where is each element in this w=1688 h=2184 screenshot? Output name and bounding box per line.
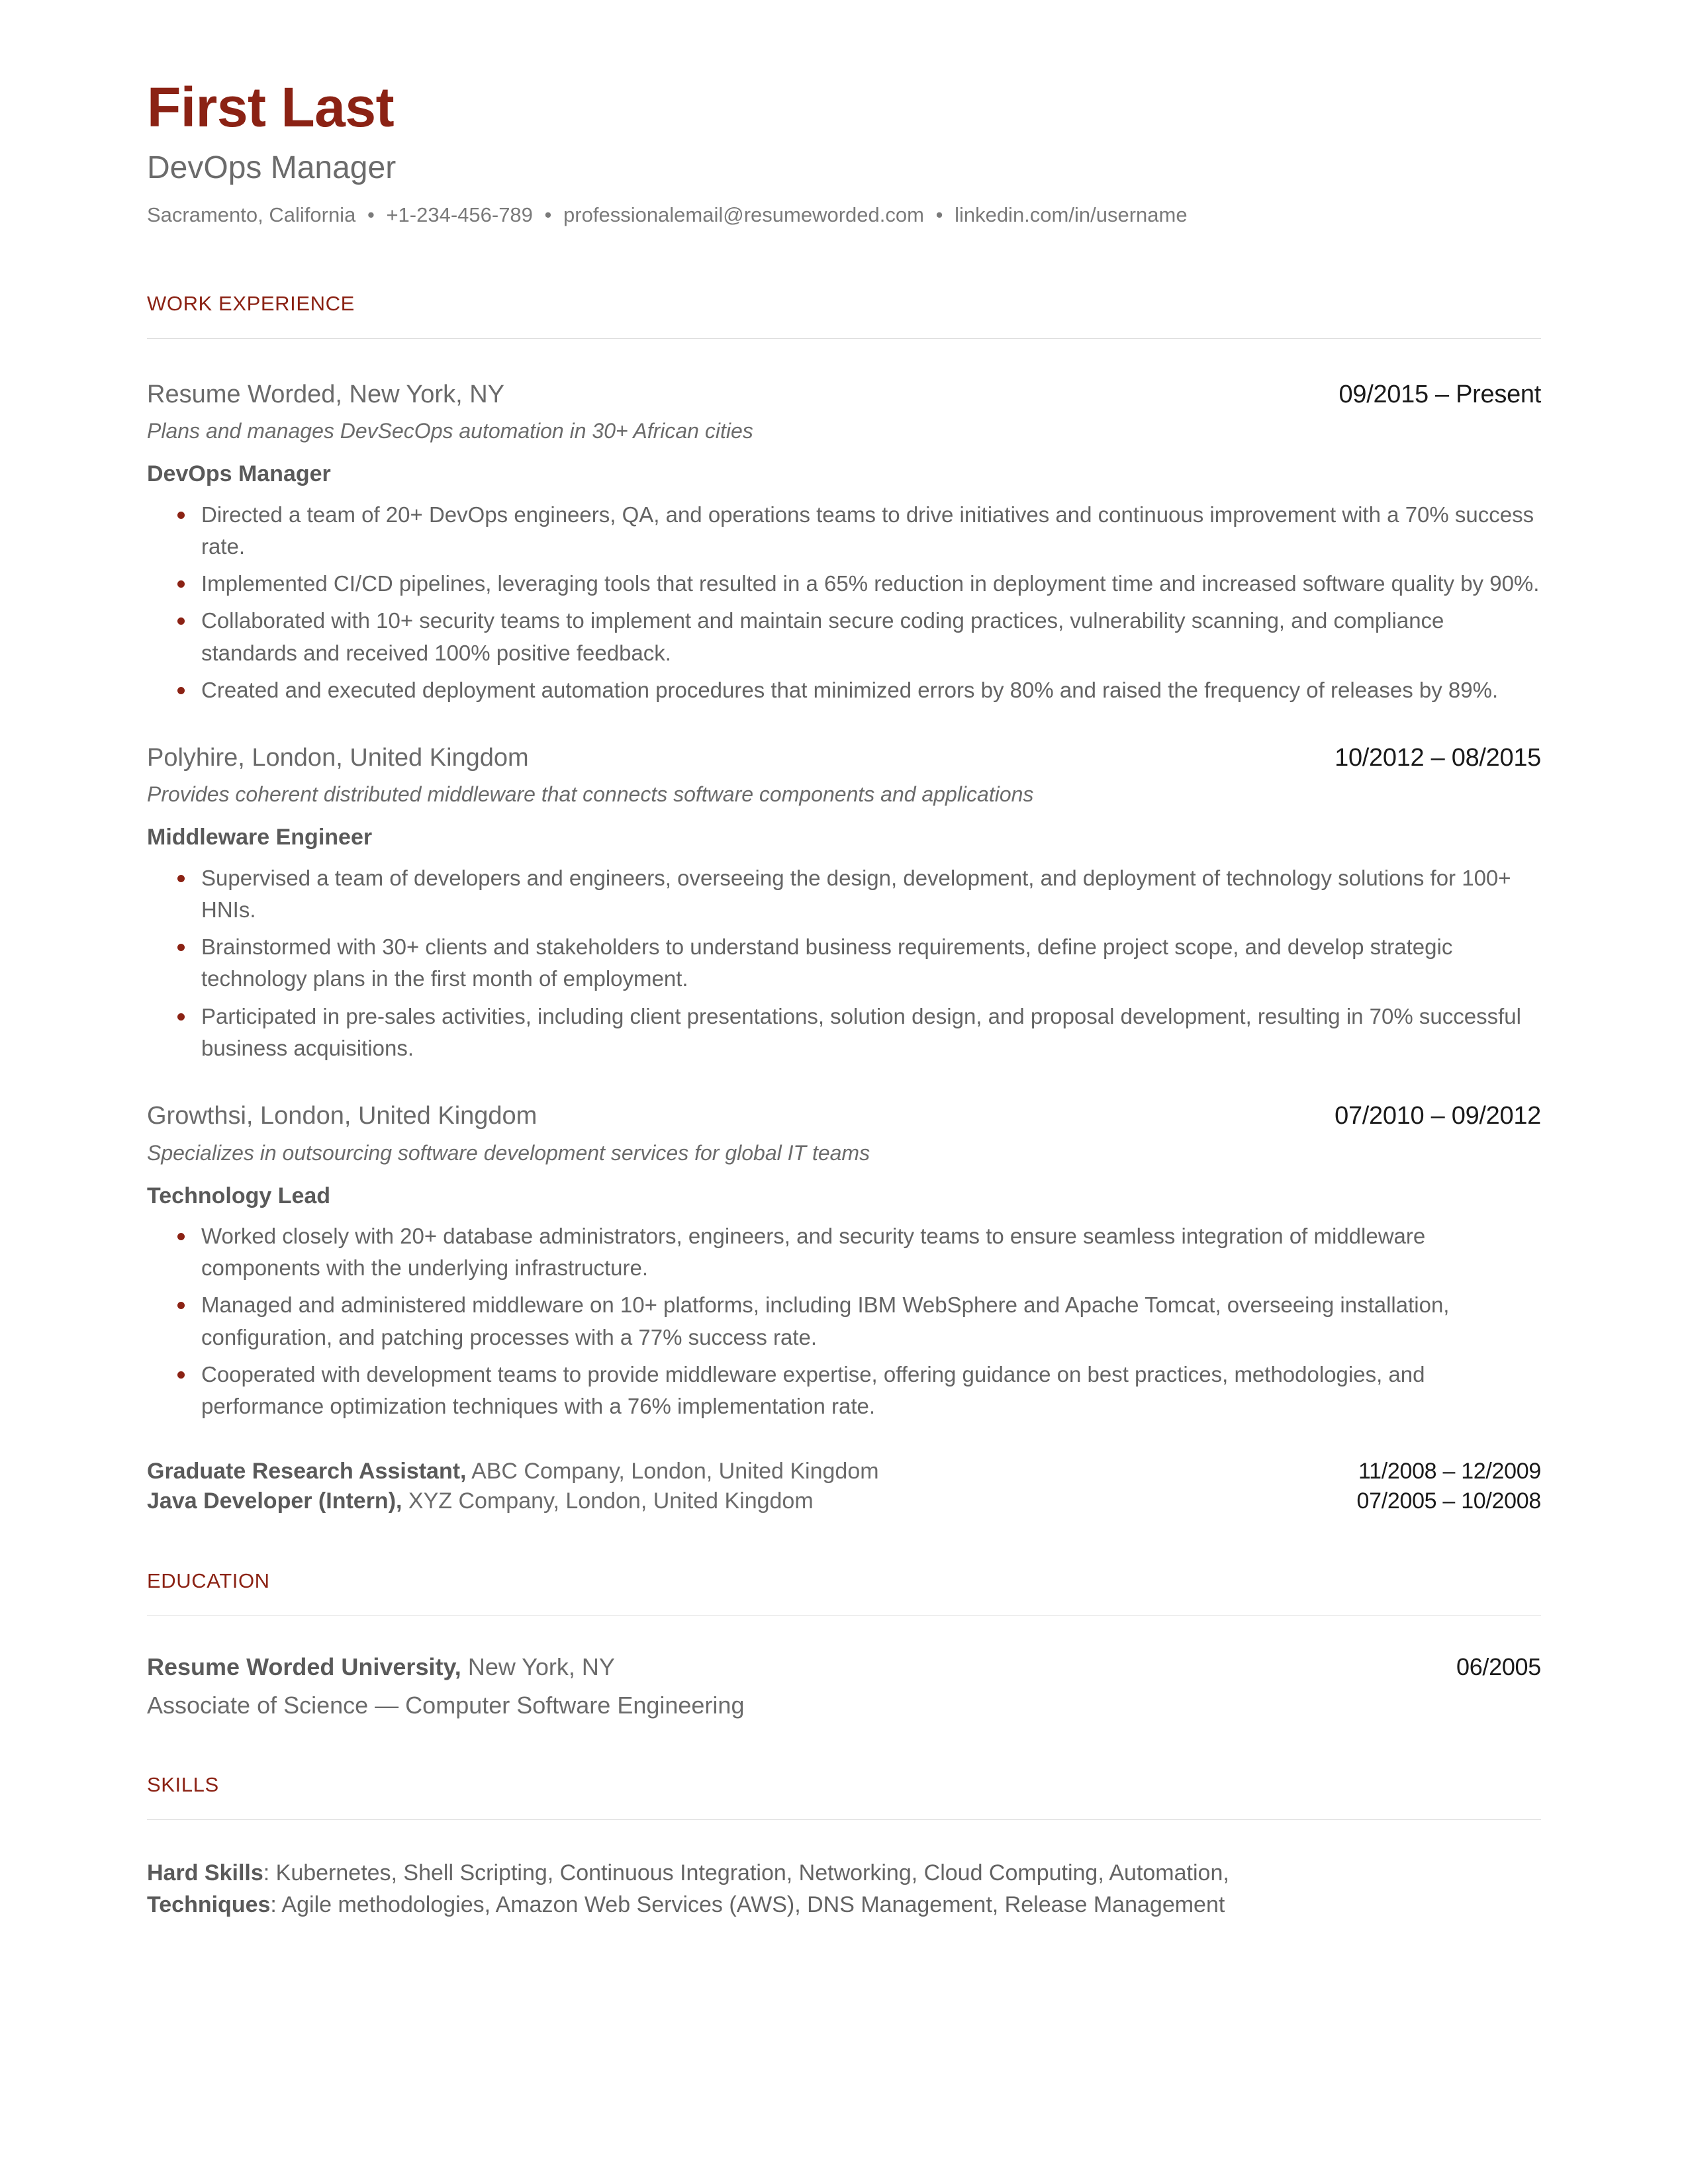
job-company: Resume Worded, New York, NY bbox=[147, 380, 504, 408]
compact-role-dates: 07/2005 – 10/2008 bbox=[1356, 1488, 1541, 1514]
contact-email[interactable]: professionalemail@resumeworded.com bbox=[563, 203, 924, 226]
work-experience-list bbox=[147, 380, 1541, 1516]
education-school bbox=[147, 1653, 615, 1681]
candidate-name: First Last bbox=[147, 76, 395, 138]
section-header-skills: SKILLS bbox=[147, 1772, 219, 1796]
job-company: Growthsi, London, United Kingdom bbox=[147, 1102, 538, 1130]
compact-role-title: Java Developer (Intern), bbox=[147, 1488, 402, 1514]
job-role-title: DevOps Manager bbox=[147, 461, 331, 487]
section-divider bbox=[147, 1615, 1541, 1616]
education-date: 06/2005 bbox=[1456, 1653, 1541, 1680]
skill-row bbox=[147, 1857, 1541, 1889]
compact-roles-list bbox=[147, 1457, 1541, 1516]
compact-role-dates: 11/2008 – 12/2009 bbox=[1358, 1459, 1541, 1484]
education-degree: Associate of Science — Computer Software Engineering bbox=[147, 1691, 745, 1719]
job-company-description: Provides coherent distributed middleware that connects software components and applications bbox=[147, 782, 1034, 807]
job-company-description: Plans and manages DevSecOps automation in 30+ African cities bbox=[147, 419, 753, 443]
job-company-description: Specializes in outsourcing software development services for global IT teams bbox=[147, 1140, 870, 1165]
job-bullet: Implemented CI/CD pipelines, leveraging tools that resulted in a 65% reduction in deployment time and increased software quality by 90%. bbox=[147, 568, 1541, 600]
compact-role-row bbox=[147, 1486, 1541, 1516]
job-company: Polyhire, London, United Kingdom bbox=[147, 743, 529, 772]
education-school-name: Resume Worded University, bbox=[147, 1653, 461, 1680]
contact-line bbox=[147, 203, 1541, 228]
section-divider bbox=[147, 1819, 1541, 1820]
job-header-row bbox=[147, 380, 1541, 410]
job-dates: 09/2015 – Present bbox=[1338, 380, 1541, 408]
job-entry bbox=[147, 1101, 1541, 1422]
compact-role-text bbox=[147, 1457, 879, 1486]
job-bullet-list bbox=[147, 862, 1541, 1064]
job-header-row bbox=[147, 1101, 1541, 1132]
job-dates: 07/2010 – 09/2012 bbox=[1335, 1102, 1541, 1130]
skill-value: : Agile methodologies, Amazon Web Services (AWS), DNS Management, Release Management bbox=[270, 1892, 1225, 1918]
job-bullet: Cooperated with development teams to provide middleware expertise, offering guidance on best practices, methodologies, and performance optimization techniques with a 76% implementation rate. bbox=[147, 1359, 1541, 1422]
compact-role-company: ABC Company, London, United Kingdom bbox=[466, 1459, 879, 1484]
contact-phone: +1-234-456-789 bbox=[386, 203, 533, 226]
resume-header bbox=[147, 76, 1541, 228]
job-header-row bbox=[147, 743, 1541, 774]
compact-role-title: Graduate Research Assistant, bbox=[147, 1459, 467, 1484]
skills-list bbox=[147, 1857, 1541, 1921]
contact-separator-icon: • bbox=[935, 203, 943, 226]
candidate-job-title: DevOps Manager bbox=[147, 150, 397, 185]
job-bullet: Managed and administered middleware on 10+ platforms, including IBM WebSphere and Apache Tomcat, overseeing installation, configuration, and patching processes with a 77% success rate. bbox=[147, 1289, 1541, 1353]
job-dates: 10/2012 – 08/2015 bbox=[1335, 743, 1541, 772]
skill-label: Hard Skills bbox=[147, 1860, 263, 1886]
compact-role-company: XYZ Company, London, United Kingdom bbox=[402, 1488, 814, 1514]
section-header-education: EDUCATION bbox=[147, 1569, 270, 1592]
contact-separator-icon: • bbox=[544, 203, 552, 226]
section-divider bbox=[147, 338, 1541, 339]
contact-linkedin[interactable]: linkedin.com/in/username bbox=[955, 203, 1188, 226]
job-entry bbox=[147, 743, 1541, 1064]
section-header-work-experience: WORK EXPERIENCE bbox=[147, 291, 355, 315]
job-entry bbox=[147, 380, 1541, 706]
education-school-location: New York, NY bbox=[461, 1653, 615, 1680]
job-bullet-list bbox=[147, 1220, 1541, 1422]
skill-value: : Kubernetes, Shell Scripting, Continuous Integration, Networking, Cloud Computing, Automation, bbox=[263, 1860, 1229, 1886]
job-bullet: Collaborated with 10+ security teams to implement and maintain secure coding practices, vulnerability scanning, and compliance standards and received 100% positive feedback. bbox=[147, 605, 1541, 668]
compact-role-row bbox=[147, 1457, 1541, 1486]
job-bullet: Worked closely with 20+ database administrators, engineers, and security teams to ensure seamless integration of middleware components with the underlying infrastructure. bbox=[147, 1220, 1541, 1284]
compact-role-text bbox=[147, 1486, 814, 1516]
skill-label: Techniques bbox=[147, 1892, 271, 1918]
education-entry bbox=[147, 1653, 1541, 1720]
contact-location: Sacramento, California bbox=[147, 203, 356, 226]
skill-row bbox=[147, 1889, 1541, 1921]
job-role-title: Technology Lead bbox=[147, 1183, 331, 1208]
job-role-title: Middleware Engineer bbox=[147, 825, 373, 850]
job-bullet: Created and executed deployment automation procedures that minimized errors by 80% and raised the frequency of releases by 89%. bbox=[147, 674, 1541, 706]
job-bullet: Supervised a team of developers and engineers, overseeing the design, development, and deployment of technology solutions for 100+ HNIs. bbox=[147, 862, 1541, 926]
job-bullet-list bbox=[147, 499, 1541, 706]
contact-separator-icon: • bbox=[367, 203, 375, 226]
job-bullet: Directed a team of 20+ DevOps engineers, QA, and operations teams to drive initiatives and continuous improvement with a 70% success rate. bbox=[147, 499, 1541, 563]
job-bullet: Participated in pre-sales activities, including client presentations, solution design, and proposal development, resulting in 70% successful business acquisitions. bbox=[147, 1001, 1541, 1064]
education-header-row bbox=[147, 1653, 1541, 1681]
job-bullet: Brainstormed with 30+ clients and stakeholders to understand business requirements, define project scope, and develop strategic technology plans in the first month of employment. bbox=[147, 931, 1541, 995]
